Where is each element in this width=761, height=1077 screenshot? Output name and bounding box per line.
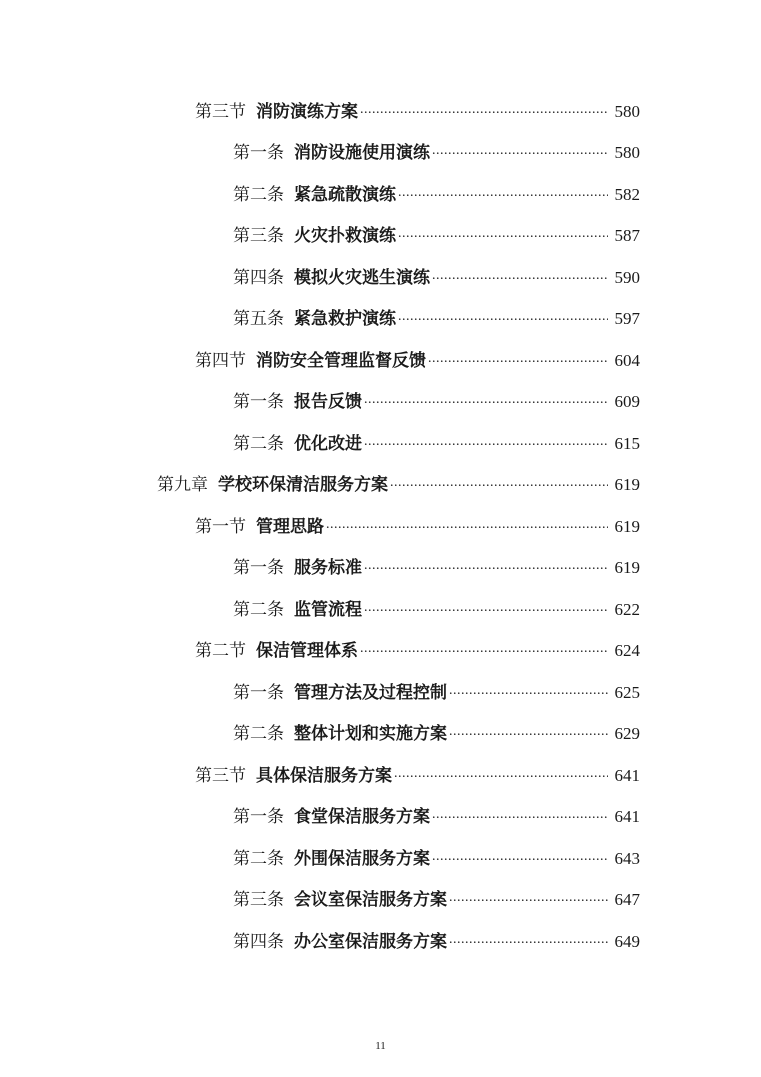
toc-entry-article[interactable] [0, 797, 761, 839]
toc-entry-number: 第一条 [233, 558, 284, 579]
toc-entry-title: 优化改进 [294, 433, 362, 454]
toc-entry-article[interactable] [0, 838, 761, 880]
toc-entry-page: 624 [614, 641, 640, 661]
toc-entry-section[interactable] [0, 506, 761, 548]
toc-entry-number: 第二节 [195, 641, 246, 662]
toc-entry-page: 643 [614, 848, 640, 868]
toc-entry-number: 第四条 [233, 931, 284, 952]
dot-leader [364, 392, 608, 412]
toc-entry-number: 第一条 [233, 392, 284, 413]
toc-entry-number: 第三节 [195, 101, 246, 122]
toc-entry-title: 办公室保洁服务方案 [294, 931, 447, 952]
dot-leader [326, 517, 608, 537]
toc-entry-number: 第二条 [233, 184, 284, 205]
toc-entry-number: 第九章 [157, 475, 208, 496]
toc-entry-number: 第三节 [195, 765, 246, 786]
dot-leader [432, 807, 608, 827]
toc-entry-title: 消防设施使用演练 [294, 143, 430, 164]
toc-entry-page: 604 [614, 350, 640, 370]
toc-entry-title: 食堂保洁服务方案 [294, 807, 430, 828]
dot-leader [360, 641, 608, 661]
dot-leader [398, 309, 608, 329]
toc-entry-page: 609 [614, 392, 640, 412]
page-number-footer: 11 [375, 1040, 386, 1052]
toc-entry-title: 消防演练方案 [256, 101, 358, 122]
toc-entry-page: 590 [614, 267, 640, 287]
toc-entry-number: 第二条 [233, 433, 284, 454]
dot-leader [394, 766, 608, 786]
toc-entry-number: 第三条 [233, 890, 284, 911]
toc-entry-title: 服务标准 [294, 558, 362, 579]
toc-entry-article[interactable] [0, 548, 761, 590]
toc-entry-article[interactable] [0, 257, 761, 299]
dot-leader [364, 600, 608, 620]
toc-entry-article[interactable] [0, 174, 761, 216]
toc-entry-article[interactable] [0, 672, 761, 714]
toc-entry-article[interactable] [0, 299, 761, 341]
toc-entry-page: 587 [614, 226, 640, 246]
toc-entry-title: 消防安全管理监督反馈 [256, 350, 426, 371]
toc-entry-title: 外围保洁服务方案 [294, 848, 430, 869]
toc-entry-section[interactable] [0, 91, 761, 133]
toc-entry-title: 监管流程 [294, 599, 362, 620]
toc-entry-page: 597 [614, 309, 640, 329]
toc-entry-section[interactable] [0, 631, 761, 673]
toc-entry-article[interactable] [0, 714, 761, 756]
toc-entry-title: 紧急救护演练 [294, 309, 396, 330]
toc-entry-page: 641 [614, 807, 640, 827]
toc-entry-number: 第二条 [233, 724, 284, 745]
dot-leader [449, 932, 608, 952]
toc-entry-article[interactable] [0, 921, 761, 963]
toc-entry-page: 580 [614, 101, 640, 121]
toc-entry-article[interactable] [0, 880, 761, 922]
toc-entry-article[interactable] [0, 423, 761, 465]
dot-leader [432, 849, 608, 869]
toc-entry-title: 火灾扑救演练 [294, 226, 396, 247]
toc-entry-number: 第四条 [233, 267, 284, 288]
toc-entry-article[interactable] [0, 382, 761, 424]
toc-entry-page: 582 [614, 184, 640, 204]
toc-entry-title: 管理方法及过程控制 [294, 682, 447, 703]
toc-entry-number: 第二条 [233, 848, 284, 869]
toc-entry-number: 第五条 [233, 309, 284, 330]
toc-entry-title: 管理思路 [256, 516, 324, 537]
toc-entry-page: 625 [614, 682, 640, 702]
toc-entry-number: 第一条 [233, 682, 284, 703]
toc-entry-title: 学校环保清洁服务方案 [218, 475, 388, 496]
toc-entry-title: 整体计划和实施方案 [294, 724, 447, 745]
toc-entry-page: 619 [614, 475, 640, 495]
toc-entry-number: 第三条 [233, 226, 284, 247]
toc-entry-title: 保洁管理体系 [256, 641, 358, 662]
toc-entry-article[interactable] [0, 216, 761, 258]
toc-entry-title: 模拟火灾逃生演练 [294, 267, 430, 288]
toc-entry-article[interactable] [0, 133, 761, 175]
toc-entry-article[interactable] [0, 589, 761, 631]
toc-entry-number: 第一条 [233, 807, 284, 828]
dot-leader [449, 724, 608, 744]
toc-entry-page: 580 [614, 143, 640, 163]
toc-entry-chapter[interactable] [0, 465, 761, 507]
toc-entry-section[interactable] [0, 755, 761, 797]
toc-entry-number: 第四节 [195, 350, 246, 371]
dot-leader [449, 683, 608, 703]
toc-entry-title: 报告反馈 [294, 392, 362, 413]
dot-leader [360, 102, 608, 122]
toc-entry-number: 第二条 [233, 599, 284, 620]
toc-entry-page: 619 [614, 516, 640, 536]
toc-entry-page: 647 [614, 890, 640, 910]
dot-leader [432, 143, 608, 163]
toc-entry-page: 622 [614, 599, 640, 619]
dot-leader [432, 268, 608, 288]
toc-entry-title: 具体保洁服务方案 [256, 765, 392, 786]
dot-leader [398, 185, 608, 205]
toc-entry-section[interactable] [0, 340, 761, 382]
toc-entry-page: 615 [614, 433, 640, 453]
toc-entry-page: 619 [614, 558, 640, 578]
toc-entry-page: 641 [614, 765, 640, 785]
dot-leader [398, 226, 608, 246]
dot-leader [364, 434, 608, 454]
toc-entry-page: 629 [614, 724, 640, 744]
dot-leader [428, 351, 608, 371]
dot-leader [364, 558, 608, 578]
dot-leader [449, 890, 608, 910]
dot-leader [390, 475, 608, 495]
toc-entry-number: 第一节 [195, 516, 246, 537]
toc-entry-page: 649 [614, 931, 640, 951]
toc-entry-title: 紧急疏散演练 [294, 184, 396, 205]
toc-entry-number: 第一条 [233, 143, 284, 164]
table-of-contents [0, 91, 761, 963]
toc-entry-title: 会议室保洁服务方案 [294, 890, 447, 911]
